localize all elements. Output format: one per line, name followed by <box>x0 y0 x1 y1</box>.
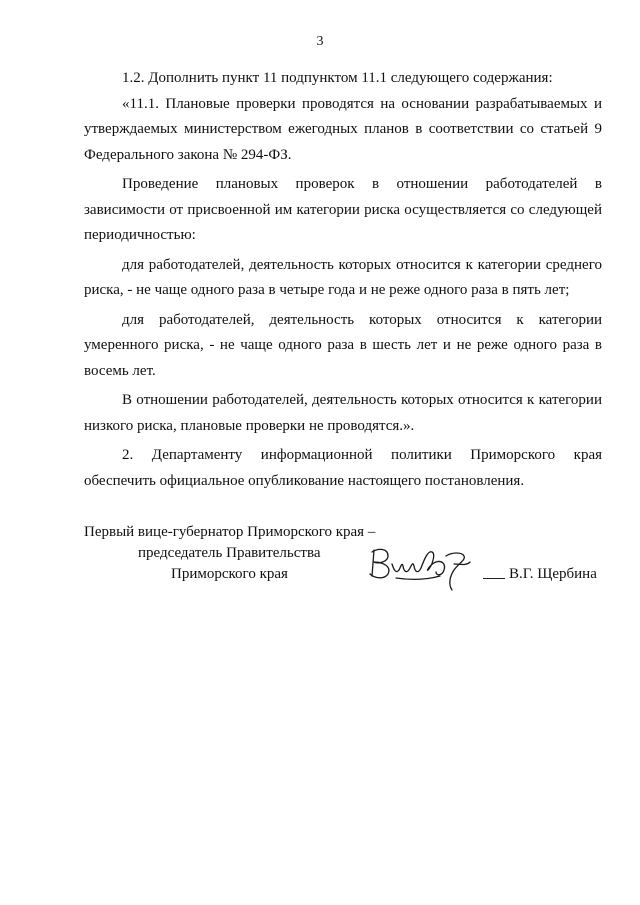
paragraph-publication: 2. Департаменту информационной политики Приморского края обеспечить официальное опубликование настоящего постановления. <box>84 447 602 489</box>
paragraph-moderate-risk: для работодателей, деятельность которых относится к категории умеренного риска, - не чаще одного раза в шесть лет и не реже одного раза в восемь лет. <box>84 311 602 379</box>
signer-name: В.Г. Щербина <box>509 566 597 582</box>
paragraph-11-1: «11.1. Плановые проверки проводятся на основании разрабатываемых и утверждаемых министерством ежегодных планов в соответствии со статьей 9 Федерального закона № 294-ФЗ. <box>84 95 602 163</box>
paragraph-planned-inspections: Проведение плановых проверок в отношении работодателей в зависимости от присвоенной им категории риска осуществляется со следующей периодичностью: <box>84 176 602 243</box>
signer-title-line-2: председатель Правительства <box>138 545 321 561</box>
signature-underline <box>483 578 505 579</box>
paragraph-low-risk: В отношении работодателей, деятельность которых относится к категории низкого риска, плановые проверки не проводятся.». <box>84 392 602 434</box>
paragraph-medium-risk: для работодателей, деятельность которых относится к категории среднего риска, - не чаще одного раза в четыре года и не реже одного раза в пять лет; <box>84 256 602 298</box>
paragraph-1-2: 1.2. Дополнить пункт 11 подпунктом 11.1 следующего содержания: <box>122 70 553 86</box>
page-number: 3 <box>316 34 324 49</box>
document-body <box>84 66 602 494</box>
handwritten-signature <box>366 540 486 598</box>
signer-title-line-1: Первый вице-губернатор Приморского края – <box>84 524 376 540</box>
signer-title-line-3: Приморского края <box>171 566 288 582</box>
